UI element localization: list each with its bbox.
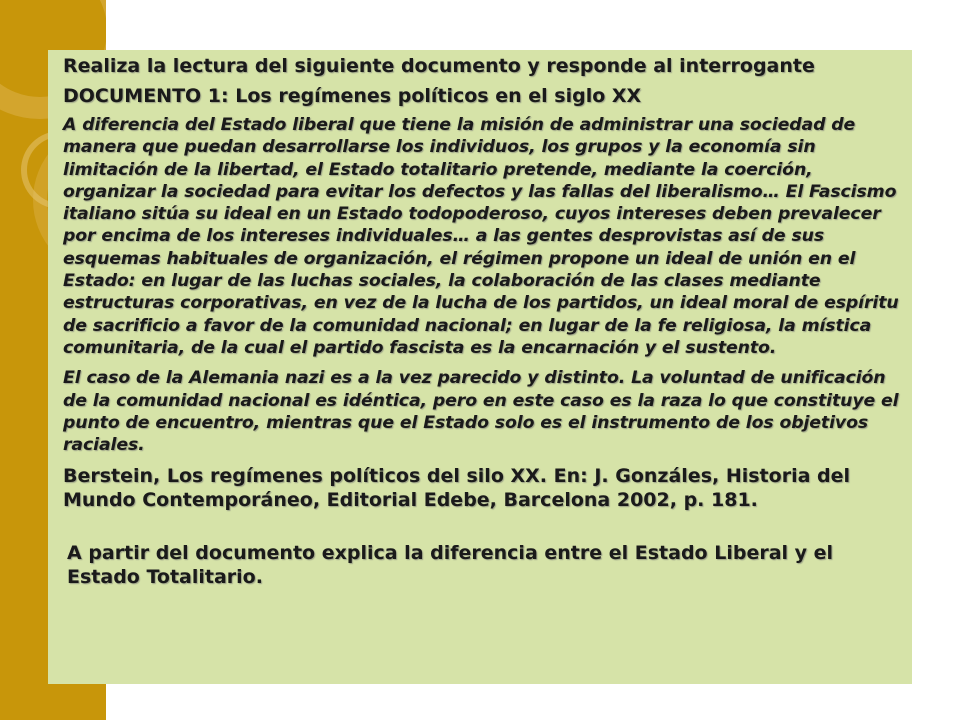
document-paragraph-1: A diferencia del Estado liberal que tiene la misión de administrar una sociedad de manera que puedan desarrollarse los individuos, los grupos y la economía sin limitación de la libertad, el Estado totalitario pretende, mediante la coerción, organizar la sociedad para evitar los defectos y las fallas del liberalismo… El Fascismo italiano sitúa su ideal en un Estado todopoderoso, cuyos intereses deben prevalecer por encima de los intereses individuales… a las gentes desprovistas así de sus esquemas habituales de organización, el régimen propone un ideal de unión en el Estado: en lugar de las luchas sociales, la colaboración de las clases mediante estructuras corporativas, en vez de la lucha de los partidos, un ideal moral de espíritu de sacrificio a favor de la comunidad nacional; en lugar de la fe religiosa, la mística comunitaria, de la cual el partido fascista es la encarnación y el sustento. [63,115,899,358]
question-text: A partir del documento explica la diferencia entre el Estado Liberal y el Estado Totalitario. [67,542,834,589]
document-citation: Berstein, Los regímenes políticos del silo XX. En: J. Gonzáles, Historia del Mundo Contemporáneo, Editorial Edebe, Barcelona 2002, p. 181. [63,465,851,512]
document-paragraph-2: El caso de la Alemania nazi es a la vez parecido y distinto. La voluntad de unificación de la comunidad nacional es idéntica, pero en este caso es la raza lo que constituye el punto de encuentro, mientras que el Estado solo es el instrumento de los objetivos raciales. [63,368,899,456]
document-title: DOCUMENTO 1: Los regímenes políticos en el siglo XX [63,85,642,107]
instruction-text: Realiza la lectura del siguiente documento y responde al interrogante [63,55,815,77]
document-text [63,54,901,589]
